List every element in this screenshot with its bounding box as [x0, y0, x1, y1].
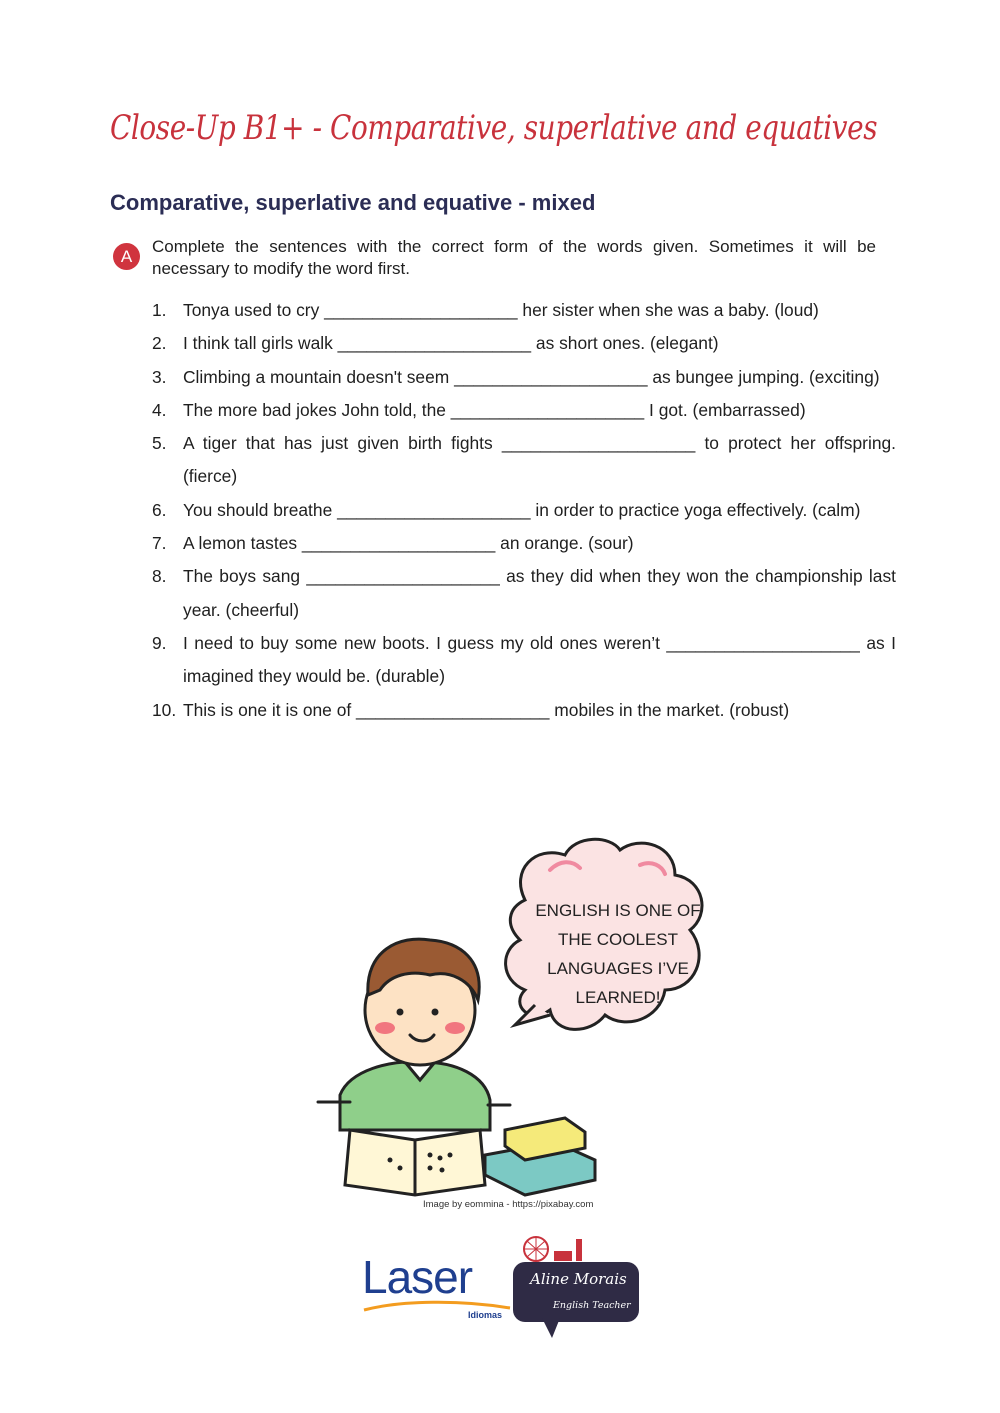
item-number: 2.	[152, 333, 167, 354]
item-text: Tonya used to cry ____________________ her sister when she was a baby. (loud)	[183, 300, 819, 320]
page-title: Close-Up B1+ - Comparative, superlative and equatives	[110, 108, 878, 148]
item-number: 9.	[152, 632, 167, 653]
speech-line: ENGLISH IS ONE OF	[535, 901, 701, 920]
speech-line: LANGUAGES I’VE	[547, 959, 689, 978]
item-text: This is one it is one of ____________________ mobiles in the market. (robust)	[183, 699, 790, 720]
list-item	[152, 394, 896, 427]
item-number: 4.	[152, 399, 167, 420]
section-heading: Comparative, superlative and equative - mixed	[110, 190, 596, 215]
teacher-role: English Teacher	[553, 1300, 631, 1311]
stacked-books-icon	[485, 1118, 595, 1195]
item-number: 10.	[152, 699, 177, 720]
speech-line: LEARNED!	[575, 988, 661, 1007]
item-text: A tiger that has just given birth fights ____________________ to protect her offspring. (fierce)	[183, 433, 896, 487]
exercise-instructions: Complete the sentences with the correct form of the words given. Sometimes it will be necessary to modify the word first.	[152, 237, 876, 278]
item-text: A lemon tastes ____________________ an orange. (sour)	[183, 533, 634, 554]
list-item	[152, 694, 896, 727]
teacher-name: Aline Morais	[530, 1270, 627, 1288]
item-number: 7.	[152, 533, 167, 554]
item-number: 6.	[152, 499, 167, 520]
list-item	[152, 560, 896, 627]
list-item	[152, 527, 896, 560]
item-text: Climbing a mountain doesn't seem ____________________ as bungee jumping. (exciting)	[183, 366, 880, 387]
exercise-badge: A	[113, 243, 140, 270]
item-number: 8.	[152, 566, 167, 587]
laser-logo-subtitle: Idiomas	[468, 1310, 503, 1320]
exercise-list	[152, 294, 896, 727]
london-skyline-icon	[518, 1233, 588, 1265]
list-item	[152, 327, 896, 360]
item-number: 5.	[152, 433, 167, 454]
item-text: I think tall girls walk ____________________ as short ones. (elegant)	[183, 333, 719, 354]
laser-logo: Laser	[362, 1251, 473, 1303]
speech-line: THE COOLEST	[558, 930, 678, 949]
badge-tail-icon	[540, 1318, 564, 1340]
item-text: You should breathe ____________________ in order to practice yoga effectively. (calm)	[183, 499, 861, 520]
list-item	[152, 494, 896, 527]
list-item	[152, 427, 896, 494]
item-text: The more bad jokes John told, the ____________________ I got. (embarrassed)	[183, 399, 806, 420]
list-item	[152, 361, 896, 394]
item-number: 3.	[152, 366, 167, 387]
image-credit: Image by eommina - https://pixabay.com	[423, 1199, 594, 1210]
book-icon	[345, 1130, 485, 1195]
student-illustration	[310, 830, 750, 1205]
speech-bubble	[506, 839, 702, 1029]
boy-figure	[318, 939, 510, 1130]
list-item	[152, 627, 896, 694]
item-text: The boys sang ____________________ as they did when they won the championship last year. (cheerful)	[183, 566, 896, 620]
item-number: 1.	[152, 300, 167, 320]
item-text: I need to buy some new boots. I guess my old ones weren’t ____________________ as I imagined they would be. (durable)	[183, 632, 896, 687]
list-item	[152, 294, 896, 327]
